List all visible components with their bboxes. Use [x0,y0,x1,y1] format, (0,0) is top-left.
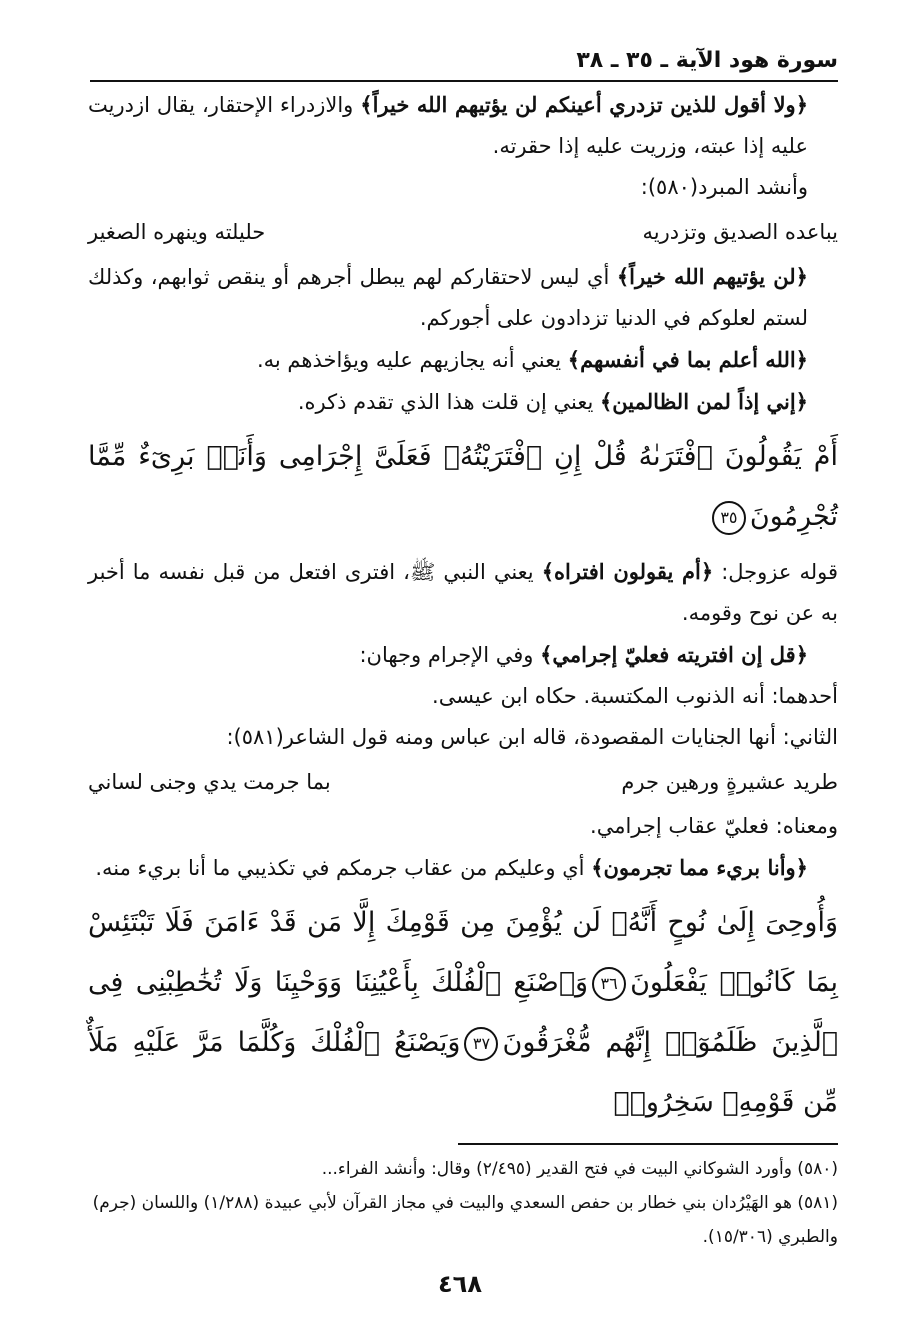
paragraph-text: يعني النبي ﷺ، افترى افتعل من قبل نفسه ما أخبر به عن نوح وقومه. [88,560,838,625]
paragraph-3 [88,256,838,339]
paragraph-text: وفي الإجرام وجهان: [359,643,541,667]
paragraph-4 [88,339,838,381]
paragraph-text: والازدراء الإحتقار، يقال ازدريت عليه إذا عبته، وزريت عليه إذا حقرته. [88,93,808,158]
ayah-number-marker: ٣٥ [712,501,746,535]
poetry-verse-1 [88,208,838,256]
page-body [88,84,838,1137]
page-header [90,40,838,82]
quran-quote: ﴿الله أعلم بما في أنفسهم﴾ [567,347,808,372]
quran-verse-text: وَأُوحِىَ إِلَىٰ نُوحٍ أَنَّهُۥ لَن يُؤْمِنَ مِن قَوْمِكَ إِلَّا مَن قَدْ ءَامَنَ فَلَا تَبْتَئِسْ بِمَا كَانُوا۟ يَفْعَلُونَ [88,907,838,998]
paragraph-9: الثاني: أنها الجنايات المقصودة، قاله ابن عباس ومنه قول الشاعر(٥٨١): [226,725,838,749]
quran-quote: ﴿أم يقولون افتراه﴾ [541,559,714,584]
footnote-580: (٥٨٠) وأورد الشوكاني البيت في فتح القدير (٢/٤٩٥) وقال: وأنشد الفراء... [321,1159,838,1179]
verse-second-hemistich: حليلته وينهره الصغير [88,220,266,244]
verse-second-hemistich: بما جرمت يدي وجنى لساني [88,770,331,794]
ayah-number-marker: ٣٧ [464,1027,498,1061]
quran-verse-text: وَيَصْنَعُ ٱلْفُلْكَ وَكُلَّمَا مَرَّ عَلَيْهِ مَلَأٌ مِّن قَوْمِهِۦ سَخِرُوا۟ [88,1027,838,1118]
quran-verses-36-38 [88,893,838,1133]
paragraph-10: ومعناه: فعليّ عقاب إجرامي. [590,814,838,838]
paragraph-5 [88,381,838,423]
quran-verse-text: وَٱصْنَعِ ٱلْفُلْكَ بِأَعْيُنِنَا وَوَحْيِنَا وَلَا تُخَٰطِبْنِى فِى ٱلَّذِينَ ظَلَمُوٓا۟ إِنَّهُم مُّغْرَقُونَ [88,967,839,1058]
paragraph-lead: قوله عزوجل: [713,560,838,584]
paragraph-8: أحدهما: أنه الذنوب المكتسبة. حكاه ابن عيسى. [432,684,838,708]
verse-first-hemistich: يباعده الصديق وتزدريه [642,220,838,244]
footnote-581: (٥٨١) هو الهَيْرُدان بني خطار بن حفص السعدي والبيت في مجاز القرآن لأبي عبيدة (١/٢٨٨) واللسان (جرم) والطبري (١٥/٣٠٦). [92,1193,838,1247]
quran-verse-text: أَمْ يَقُولُونَ ٱفْتَرَىٰهُ قُلْ إِنِ ٱفْتَرَيْتُهُۥ فَعَلَىَّ إِجْرَامِى وَأَنَا۠ بَرِىٓءٌ مِّمَّا تُجْرِمُونَ [88,441,838,532]
paragraph-11 [88,847,838,889]
paragraph-6 [88,551,838,634]
paragraph-text: يعني إن قلت هذا الذي تقدم ذكره. [297,390,600,414]
quran-quote: ﴿قل إن افتريته فعليّ إجرامي﴾ [540,642,808,667]
footnotes [88,1152,838,1254]
quran-verse-35 [88,427,838,547]
poetry-verse-2 [88,758,838,806]
quran-quote: ﴿وأنا بريء مما تجرمون﴾ [591,855,808,880]
footnote-separator [458,1143,838,1145]
paragraph-7 [88,634,838,676]
quran-quote: ﴿ولا أقول للذين تزدري أعينكم لن يؤتيهم الله خيراً﴾ [360,92,808,117]
quran-quote: ﴿إني إذاً لمن الظالمين﴾ [600,389,808,414]
running-head: سورة هود الآية ـ ٣٥ ـ ٣٨ [576,48,838,73]
paragraph-2: وأنشد المبرد(٥٨٠): [640,175,808,199]
ayah-number-marker: ٣٦ [592,967,626,1001]
paragraph-1 [88,84,838,167]
quran-quote: ﴿لن يؤتيهم الله خيراً﴾ [616,264,808,289]
paragraph-text: أي وعليكم من عقاب جرمكم في تكذيبي ما أنا بريء منه. [95,856,592,880]
paragraph-text: يعني أنه يجازيهم عليه ويؤاخذهم به. [256,348,568,372]
verse-first-hemistich: طريد عشيرةٍ ورهين جرم [621,770,838,794]
paragraph-text: أي ليس لاحتقاركم لهم يبطل أجرهم أو ينقص ثوابهم، وكذلك لستم لعلوكم في الدنيا تزدادون على أجوركم. [88,265,808,330]
page-number: ٤٦٨ [438,1270,482,1298]
